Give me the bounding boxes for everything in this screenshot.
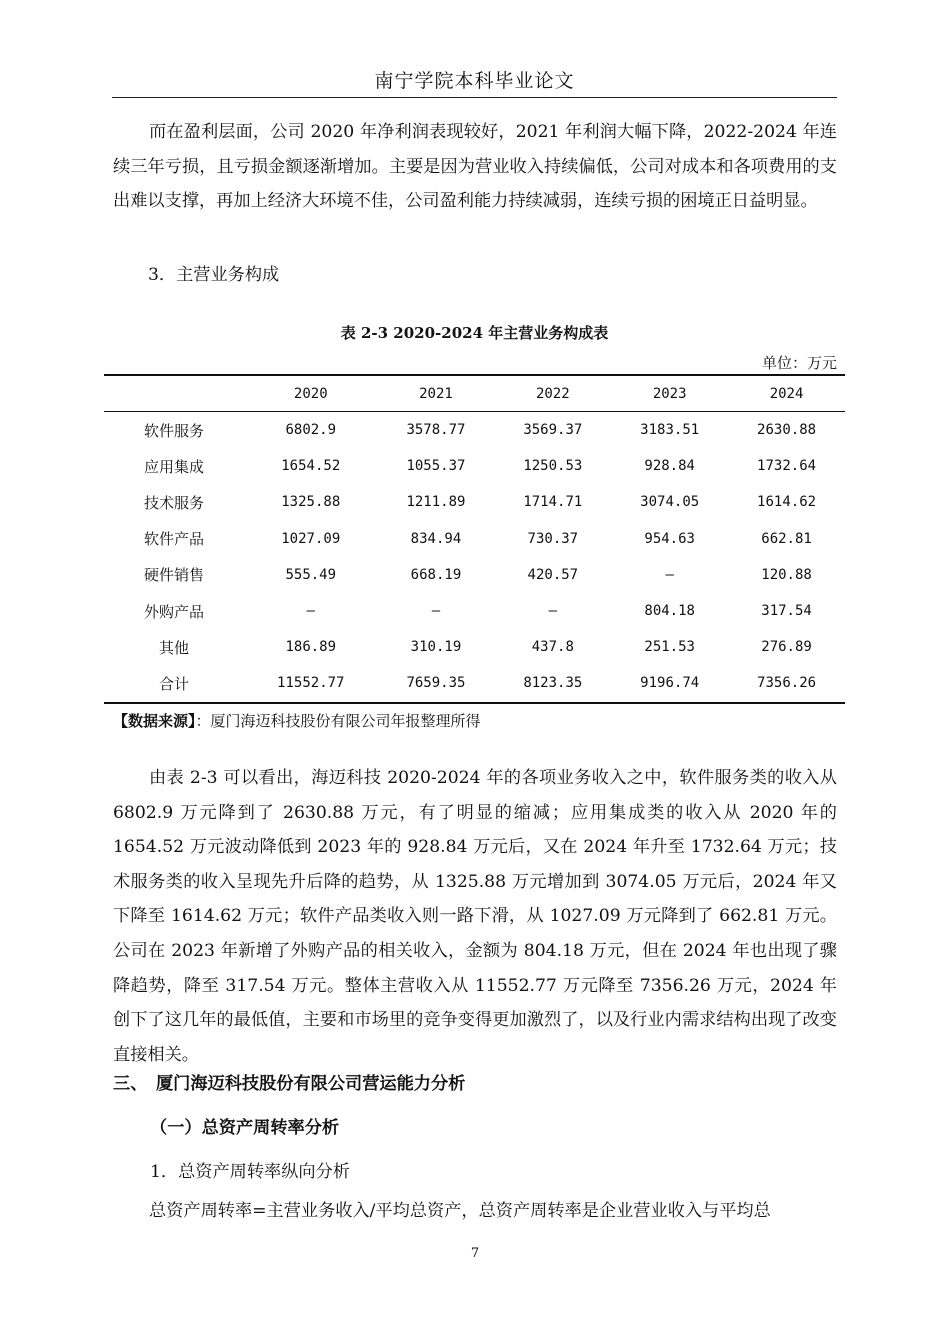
table-cell: 1211.89	[406, 494, 466, 511]
table-cell: 1614.62	[757, 494, 817, 511]
table-row	[104, 448, 845, 484]
row-label: 技术服务	[143, 493, 204, 512]
data-source-label: 【数据来源】	[113, 712, 196, 730]
table-cell: 2630.88	[757, 422, 817, 439]
table-cell: 186.89	[285, 639, 337, 656]
business-table	[104, 374, 845, 704]
table-cell: 954.63	[644, 530, 695, 547]
heading-main-business: 3．主营业务构成	[148, 265, 280, 285]
table-row	[104, 484, 845, 520]
table-row	[104, 593, 845, 629]
table-caption: 表 2-3 2020-2024 年主营业务构成表	[340, 324, 609, 342]
table-cell: –	[306, 603, 315, 620]
header-cell: 2024	[728, 375, 845, 412]
page-header: 南宁学院本科毕业论文	[374, 70, 575, 92]
table-row	[104, 557, 845, 593]
table-cell: 437.8	[531, 639, 574, 656]
table-cell: 3578.77	[406, 422, 466, 439]
table-cell: 1250.53	[523, 458, 583, 475]
table-cell: 1325.88	[281, 494, 341, 511]
page-number: 7	[470, 1246, 480, 1261]
subheading-vertical-analysis: 1．总资产周转率纵向分析	[150, 1162, 350, 1182]
table-cell: 1732.64	[757, 458, 817, 475]
table-cell: 668.19	[410, 566, 462, 583]
row-label: 硬件销售	[143, 566, 204, 585]
table-row	[104, 521, 845, 557]
data-source-text: ：厦门海迈科技股份有限公司年报整理所得	[195, 712, 481, 730]
table-cell: 3569.37	[523, 422, 583, 439]
table-cell: 8123.35	[494, 665, 611, 702]
table-row	[104, 629, 845, 665]
table-cell: 730.37	[527, 530, 579, 547]
table-cell: 662.81	[761, 530, 812, 547]
table-unit: 单位：万元	[761, 354, 837, 372]
table-cell: 928.84	[644, 458, 695, 475]
table-cell: 7356.26	[728, 665, 845, 702]
table-cell: 276.89	[761, 639, 812, 656]
table-row	[104, 412, 845, 449]
row-label: 其他	[158, 638, 189, 657]
table-cell: 555.49	[285, 566, 337, 583]
section-heading: 三、 厦门海迈科技股份有限公司营运能力分析	[113, 1074, 466, 1094]
table-cell: 251.53	[644, 639, 695, 656]
row-label: 软件服务	[143, 421, 204, 440]
paragraph-formula: 总资产周转率=主营业务收入/平均总资产，总资产周转率是企业营业收入与平均总	[149, 1201, 771, 1221]
row-label: 软件产品	[143, 530, 204, 549]
table-cell: –	[665, 566, 674, 583]
table-cell: 1027.09	[281, 530, 341, 547]
header-rule	[112, 97, 837, 98]
table-cell: 11552.77	[244, 665, 378, 702]
header-cell	[104, 375, 244, 412]
paragraph-profit: 而在盈利层面，公司 2020 年净利润表现较好，2021 年利润大幅下降，2022-2024 年连续三年亏损，且亏损金额逐渐增加。主要是因为营业收入持续偏低，公司对成本和各项费用的支出难以支撑，再加上经济大环境不佳，公司盈利能力持续减弱，连续亏损的困境正日益明显。	[113, 122, 837, 212]
table-cell: 7659.35	[378, 665, 495, 702]
table-cell: 834.94	[410, 530, 462, 547]
table-cell: 3074.05	[640, 494, 700, 511]
table-cell: 3183.51	[640, 422, 700, 439]
header-cell: 2022	[494, 375, 611, 412]
header-cell: 2020	[244, 375, 378, 412]
table-cell: –	[431, 603, 441, 620]
table-cell: 1654.52	[281, 458, 341, 475]
table-cell: –	[548, 603, 558, 620]
paragraph-analysis: 由表 2-3 可以看出，海迈科技 2020-2024 年的各项业务收入之中，软件服务类的收入从 6802.9 万元降到了 2630.88 万元，有了明显的缩减；应用集成类的收入从 2020 年的 1654.52 万元波动降低到 2023 年的 928.84 万元后，又在 2024 年升至 1732.64 万元；技术服务类的收入呈现先升后降的趋势，从 1325.88 万元增加到 3074.05 万元后，2024 年又下降至 1614.62 万元；软件产品类收入则一路下滑，从 1027.09 万元降到了 662.81 万元。公司在 2023 年新增了外购产品的相关收入，金额为 804.18 万元，但在 2024 年也出现了骤降趋势，降至 317.54 万元。整体主营收入从 11552.77 万元降至 7356.26 万元，2024 年创下了这几年的最低值，主要和市场里的竞争变得更加激烈了，以及行业内需求结构出现了改变直接相关。	[113, 768, 837, 1065]
table-cell: 1714.71	[523, 494, 583, 511]
table-cell: 420.57	[527, 566, 579, 583]
header-cell: 2021	[378, 375, 495, 412]
table-cell: 804.18	[644, 603, 695, 620]
row-label: 应用集成	[143, 457, 204, 476]
data-source-note	[113, 710, 481, 731]
row-label: 合计	[104, 665, 244, 702]
table-cell: 9196.74	[611, 665, 728, 702]
table-cell: 310.19	[410, 639, 462, 656]
table-header-row	[104, 375, 845, 412]
table-total-row	[104, 665, 845, 702]
table-cell: 317.54	[761, 603, 812, 620]
row-label: 外购产品	[143, 602, 204, 621]
table-cell: 6802.9	[285, 422, 337, 439]
header-cell: 2023	[611, 375, 728, 412]
subsection-heading: （一）总资产周转率分析	[150, 1118, 340, 1138]
table-cell: 120.88	[761, 566, 812, 583]
table-cell: 1055.37	[406, 458, 466, 475]
